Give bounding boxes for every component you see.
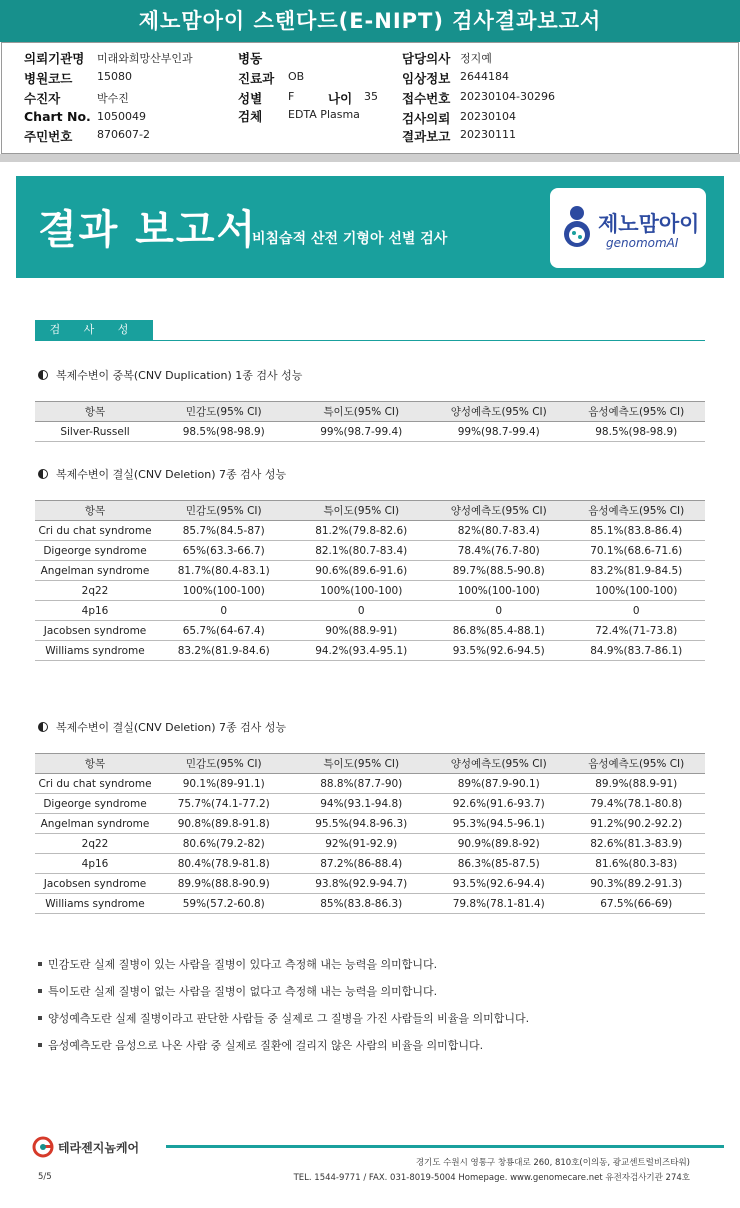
table-cell: 93.8%(92.9-94.7) [293,874,431,894]
table-cell: 0 [568,601,706,621]
table-cell: 89.9%(88.9-91) [568,774,706,794]
table-cell: 67.5%(66-69) [568,894,706,914]
note-text: 음성예측도란 음성으로 나온 사람 중 실제로 질환에 걸리지 않은 사람의 비율을 의미합니다. [48,1039,484,1052]
table-row [35,814,705,834]
table-row [35,521,705,541]
footer-company: 테라젠지놈케어 [58,1141,140,1155]
table-cell: Cri du chat syndrome [35,774,155,794]
footer-address: 경기도 수원시 영통구 창룡대로 260, 810호(이의동, 광교센트럴비즈타워) [415,1158,690,1168]
table-cell: 79.8%(78.1-81.4) [430,894,568,914]
half-circle-bullet-icon [38,469,48,479]
info-label: 수진자 [24,91,61,106]
table-cell: 89.9%(88.8-90.9) [155,874,293,894]
square-bullet-icon [38,1043,42,1047]
table-row [35,794,705,814]
table-cell: Jacobsen syndrome [35,874,155,894]
table-cell: 89.7%(88.5-90.8) [430,561,568,581]
table-cell: 90.1%(89-91.1) [155,774,293,794]
info-receipt-no [402,89,555,107]
column-header: 항목 [35,402,155,422]
table-cell: 4p16 [35,601,155,621]
table-cell: 83.2%(81.9-84.6) [155,641,293,661]
table-row [35,621,705,641]
table-row [35,541,705,561]
table-cell: 98.5%(98-98.9) [568,422,706,442]
footer-contact: TEL. 1544-9771 / FAX. 031-8019-5004 Homepage. www.genomecare.net 유전자검사기관 274호 [293,1173,690,1183]
table-cell: Angelman syndrome [35,561,155,581]
table-cell: 99%(98.7-99.4) [293,422,431,442]
info-hospital-code [24,69,132,87]
table-heading-text: 복제수변이 중복(CNV Duplication) 1종 검사 성능 [56,369,303,382]
table-cell: 100%(100-100) [293,581,431,601]
info-chart-no [24,109,146,124]
patient-info-box [1,42,739,154]
info-label: 병동 [238,51,263,66]
note-text: 민감도란 실제 질병이 있는 사람을 질병이 있다고 측정해 내는 능력을 의미합니다. [48,958,438,971]
table-cell: Angelman syndrome [35,814,155,834]
table-row [35,581,705,601]
info-ward [238,49,262,67]
report-title: 제노맘아이 스탠다드(E-NIPT) 검사결과보고서 [0,0,740,42]
note-item [38,956,529,983]
column-header: 특이도(95% CI) [293,402,431,422]
table-row [35,874,705,894]
table-cell: Cri du chat syndrome [35,521,155,541]
table-cell: 82.1%(80.7-83.4) [293,541,431,561]
info-specimen [238,107,360,125]
table-row [35,854,705,874]
column-header: 특이도(95% CI) [293,754,431,774]
performance-table-deletion-1 [35,500,705,661]
note-item [38,983,529,1010]
table-cell: 93.5%(92.6-94.4) [430,874,568,894]
square-bullet-icon [38,1016,42,1020]
table-cell: 0 [293,601,431,621]
genomom-logo [550,188,706,268]
half-circle-bullet-icon [38,370,48,380]
note-text: 특이도란 실제 질병이 없는 사람을 질병이 없다고 측정해 내는 능력을 의미합니다. [48,985,438,998]
info-label: 임상정보 [402,71,451,86]
logo-text-ko: 제노맘아이 [598,212,700,236]
table-cell: 82%(80.7-83.4) [430,521,568,541]
table-cell: 70.1%(68.6-71.6) [568,541,706,561]
table-cell: 72.4%(71-73.8) [568,621,706,641]
info-value: 정지예 [460,52,492,65]
table-cell: 91.2%(90.2-92.2) [568,814,706,834]
info-value: F [288,90,295,103]
info-value: 20230104-30296 [460,90,555,103]
table-heading [38,466,286,482]
note-item [38,1010,529,1037]
result-banner [16,176,724,278]
column-header: 민감도(95% CI) [155,501,293,521]
banner-subtitle: 비침습적 산전 기형아 선별 검사 [252,231,448,247]
info-value: 870607-2 [97,128,150,141]
table-cell: 2q22 [35,581,155,601]
table-row [35,834,705,854]
table-cell: 4p16 [35,854,155,874]
column-header: 민감도(95% CI) [155,402,293,422]
performance-table-duplication [35,401,705,442]
info-value: 2644184 [460,70,509,83]
info-value: 박수진 [97,92,129,105]
table-cell: 90.9%(89.8-92) [430,834,568,854]
definitions-notes [38,956,529,1064]
table-cell: 99%(98.7-99.4) [430,422,568,442]
info-value: 35 [364,90,378,103]
table-cell: 2q22 [35,834,155,854]
table-cell: 0 [155,601,293,621]
info-label: 성별 [238,91,263,106]
info-label: 결과보고 [402,129,451,144]
table-cell: 92.6%(91.6-93.7) [430,794,568,814]
info-label: 의뢰기관명 [24,51,85,66]
table-cell: Silver-Russell [35,422,155,442]
table-cell: 82.6%(81.3-83.9) [568,834,706,854]
table-cell: 75.7%(74.1-77.2) [155,794,293,814]
column-header: 특이도(95% CI) [293,501,431,521]
table-cell: 84.9%(83.7-86.1) [568,641,706,661]
info-value: 1050049 [97,110,146,123]
table-row [35,641,705,661]
table-cell: 85.1%(83.8-86.4) [568,521,706,541]
logo-text-en: genomomAI [606,236,679,250]
half-circle-bullet-icon [38,722,48,732]
column-header: 민감도(95% CI) [155,754,293,774]
column-header: 양성예측도(95% CI) [430,754,568,774]
table-cell: Digeorge syndrome [35,794,155,814]
column-header: 양성예측도(95% CI) [430,501,568,521]
banner-title: 결과 보고서 [38,207,258,253]
info-doctor [402,49,492,67]
info-label: 담당의사 [402,51,451,66]
table-header-row [35,754,705,774]
info-value: 15080 [97,70,132,83]
table-cell: 90%(88.9-91) [293,621,431,641]
genomom-logo-icon [560,204,594,250]
table-cell: 94%(93.1-94.8) [293,794,431,814]
column-header: 항목 [35,501,155,521]
square-bullet-icon [38,962,42,966]
table-cell: 94.2%(93.4-95.1) [293,641,431,661]
table-cell: 86.8%(85.4-88.1) [430,621,568,641]
column-header: 음성예측도(95% CI) [568,402,706,422]
table-cell: 93.5%(92.6-94.5) [430,641,568,661]
table-cell: 81.7%(80.4-83.1) [155,561,293,581]
table-heading-text: 복제수변이 결실(CNV Deletion) 7종 검사 성능 [56,721,287,734]
info-label: 주민번호 [24,129,73,144]
table-header-row [35,402,705,422]
table-cell: 89%(87.9-90.1) [430,774,568,794]
table-cell: 59%(57.2-60.8) [155,894,293,914]
info-sex [238,89,295,107]
table-cell: 98.5%(98-98.9) [155,422,293,442]
table-cell: 100%(100-100) [568,581,706,601]
table-cell: 81.2%(79.8-82.6) [293,521,431,541]
table-cell: 90.6%(89.6-91.6) [293,561,431,581]
info-patient [24,89,129,107]
column-header: 양성예측도(95% CI) [430,402,568,422]
column-header: 음성예측도(95% CI) [568,754,706,774]
info-label: 진료과 [238,71,275,86]
table-row [35,422,705,442]
performance-table-deletion-2 [35,753,705,914]
info-label: 접수번호 [402,91,451,106]
table-cell: Williams syndrome [35,641,155,661]
info-id-number [24,127,150,145]
table-cell: 83.2%(81.9-84.5) [568,561,706,581]
info-department [238,69,305,87]
info-value: 미래와희망산부인과 [97,52,193,65]
info-label: 검사의뢰 [402,111,451,126]
table-cell: 78.4%(76.7-80) [430,541,568,561]
info-label: 나이 [328,91,353,106]
column-header: 항목 [35,754,155,774]
table-cell: 65.7%(64-67.4) [155,621,293,641]
table-cell: Williams syndrome [35,894,155,914]
table-cell: Jacobsen syndrome [35,621,155,641]
table-header-row [35,501,705,521]
info-value: OB [288,70,305,83]
footer-divider [166,1145,724,1148]
info-age [328,89,378,107]
table-cell: 85.7%(84.5-87) [155,521,293,541]
info-report-date [402,127,516,145]
table-cell: 86.3%(85-87.5) [430,854,568,874]
table-cell: 87.2%(86-88.4) [293,854,431,874]
info-label: 병원코드 [24,71,73,86]
column-header: 음성예측도(95% CI) [568,501,706,521]
table-cell: 80.6%(79.2-82) [155,834,293,854]
info-value: 20230111 [460,128,516,141]
note-text: 양성예측도란 실제 질병이라고 판단한 사람들 중 실제로 그 질병을 가진 사람들의 비율을 의미합니다. [48,1012,530,1025]
table-row [35,774,705,794]
table-cell: 92%(91-92.9) [293,834,431,854]
table-heading [38,719,286,735]
info-institution [24,49,193,67]
note-item [38,1037,529,1064]
table-cell: 80.4%(78.9-81.8) [155,854,293,874]
info-request-date [402,109,516,127]
table-cell: 88.8%(87.7-90) [293,774,431,794]
info-label: Chart No. [24,109,91,124]
table-cell: 90.3%(89.2-91.3) [568,874,706,894]
table-cell: 81.6%(80.3-83) [568,854,706,874]
info-value: 20230104 [460,110,516,123]
info-value: EDTA Plasma [288,108,360,121]
table-row [35,561,705,581]
table-cell: 100%(100-100) [430,581,568,601]
table-heading-text: 복제수변이 결실(CNV Deletion) 7종 검사 성능 [56,468,287,481]
table-cell: 95.3%(94.5-96.1) [430,814,568,834]
table-row [35,894,705,914]
table-cell: 0 [430,601,568,621]
square-bullet-icon [38,989,42,993]
table-cell: 95.5%(94.8-96.3) [293,814,431,834]
info-label: 검체 [238,109,263,124]
table-cell: 85%(83.8-86.3) [293,894,431,914]
table-cell: 90.8%(89.8-91.8) [155,814,293,834]
section-title: 검 사 성 능 [35,320,153,340]
page-number: 5/5 [38,1172,52,1182]
table-row [35,601,705,621]
section-divider [35,340,705,341]
table-cell: Digeorge syndrome [35,541,155,561]
table-cell: 79.4%(78.1-80.8) [568,794,706,814]
table-heading [38,367,302,383]
info-box-shadow [0,154,740,162]
table-cell: 100%(100-100) [155,581,293,601]
info-clinical [402,69,509,87]
terragen-logo-icon [32,1136,54,1158]
table-cell: 65%(63.3-66.7) [155,541,293,561]
